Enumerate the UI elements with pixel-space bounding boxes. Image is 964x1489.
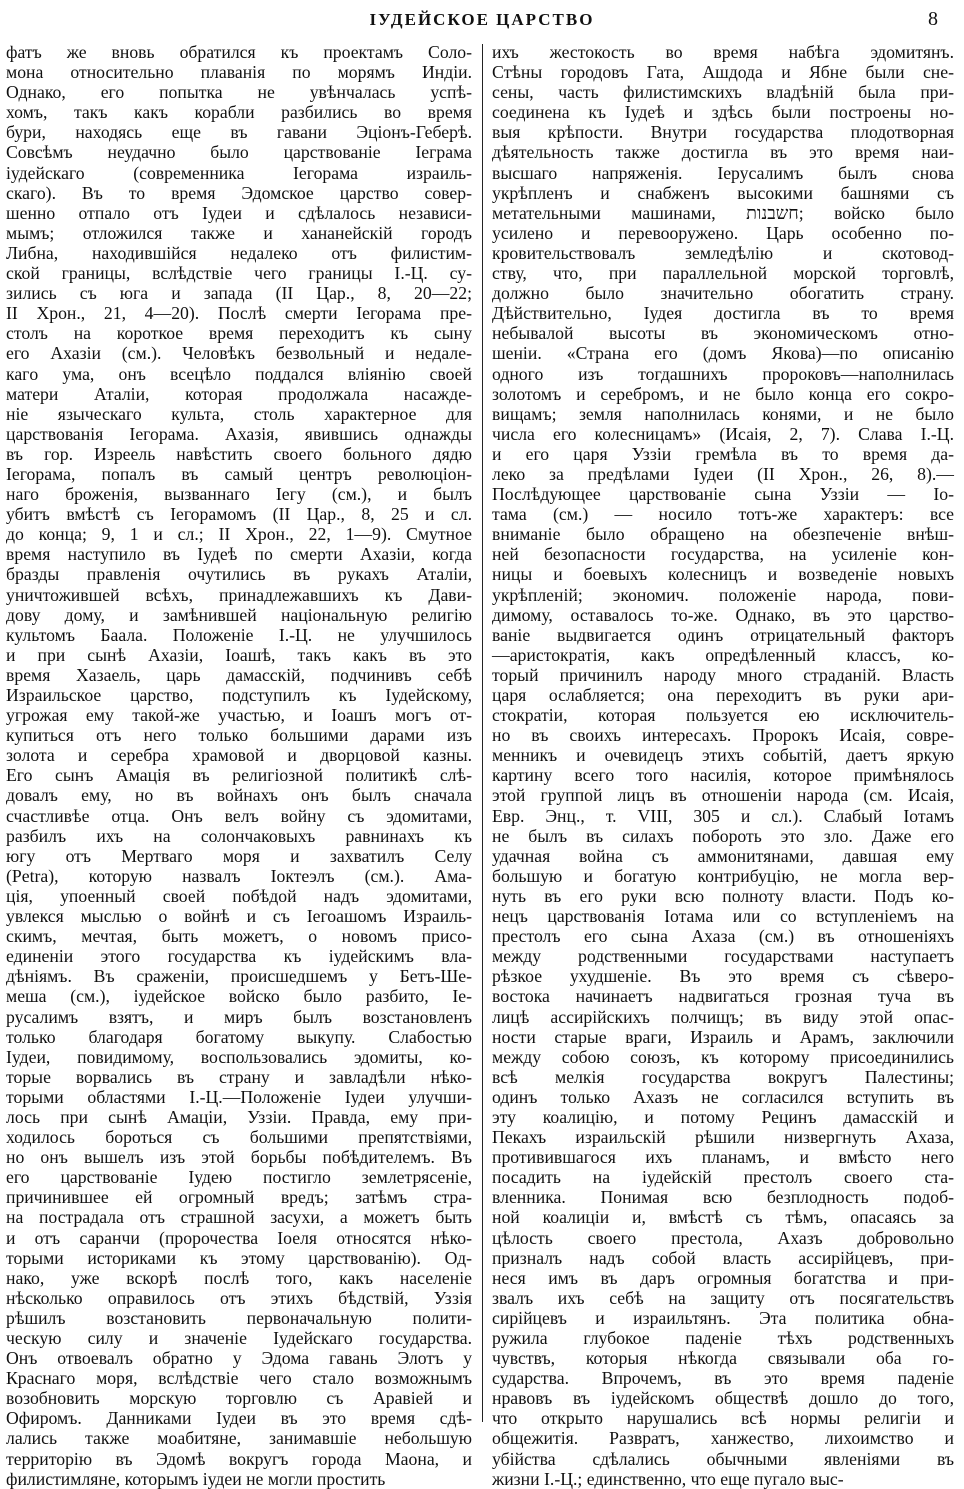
text-line: на пострадала отъ страшной засухи, а можетъ быть — [6, 1207, 472, 1228]
text-line: лались также моабитяне, занимавшіе небольшую — [6, 1428, 472, 1449]
text-line: вниманіе было обращено на обезпеченіе внѣш- — [492, 524, 954, 545]
text-line: царя ослабляется; она переходитъ въ руки ари- — [492, 685, 954, 705]
text-line: время наступило въ Іудеѣ по смерти Ахазіи, когда — [6, 544, 472, 565]
text-line: димому, оставалось то-же. Однако, въ это царство- — [492, 604, 954, 625]
text-line: удачная война съ аммонитянами, давшая ему — [492, 845, 954, 866]
text-line: убійства сдѣлались обычными явленіями въ — [492, 1448, 954, 1469]
text-line: ности старые враги, Израиль и Арамъ, заключили — [492, 1026, 954, 1047]
text-line: Израильское царство, подступилъ къ Іудейскому, — [6, 685, 472, 705]
text-line: купиться отъ него только большими дарами изъ — [6, 725, 472, 746]
text-line: общежитія. Развратъ, ханжество, лихоимство и — [492, 1428, 954, 1449]
text-line: нравовъ въ іудейскомъ обществѣ дошло до того, — [492, 1388, 954, 1409]
text-line: Офиромъ. Данниками Іудеи въ это время сдѣ- — [6, 1408, 472, 1429]
text-line: вищамъ; земля наполнилась конями, и не было — [492, 403, 954, 424]
text-line: ваніе выдвигается одинъ отрицательный факторъ — [492, 624, 954, 645]
text-line: высшаго напряженія. Іерусалимъ былъ снова — [492, 162, 954, 183]
text-line: сены, часть филистимскихъ владѣній была при- — [492, 82, 954, 103]
text-line: торые ворвались въ страну и завладѣли нѣко- — [6, 1066, 472, 1087]
text-line: между собою союзъ, къ которому присоединились — [492, 1046, 954, 1067]
text-line: уничтожившей всѣхъ, принадлежавшихъ къ Дави- — [6, 584, 472, 605]
text-line: рѣзкое ухудшеніе. Въ это время съ сѣверо- — [492, 966, 954, 987]
text-line: время Хазаель, царь дамасскій, подчинивъ себѣ — [6, 664, 472, 685]
text-line: цѣлость своего престола, Ахазъ добровольно — [492, 1227, 954, 1248]
text-line: Совсѣмъ неудачно было царствованіе Іеграма — [6, 142, 472, 163]
text-line: престолъ его сына Ахаза (см.) въ отношеніяхъ — [492, 926, 954, 947]
text-line: числа его колесницамъ» (Исаія, 2, 7). Слава І.-Ц. — [492, 423, 954, 444]
text-line: дѣятельность также достигла въ это время наи- — [492, 142, 954, 163]
text-line: нѣсколько оправилось отъ этихъ бѣдствій, Уззія — [6, 1287, 472, 1308]
text-line: Однако, его попытка не увѣнчалась успѣ- — [6, 82, 472, 103]
text-line: торыми историками къ этому царствованію). Од- — [6, 1247, 472, 1268]
text-line: чувствъ, которыя нѣкогда связывали оба го- — [492, 1348, 954, 1369]
text-line: мымъ; отложился также и хананейскій городъ — [6, 222, 472, 243]
text-line: эту коалицію, и потому Рецинъ дамасскій и — [492, 1106, 954, 1127]
text-line: ней безопасности государства, на усиленіе кон- — [492, 544, 954, 565]
text-line: большую и богатую контрибуцію, не могла вер- — [492, 865, 954, 886]
text-line: ходилось бороться съ большими препятствіями, — [6, 1127, 472, 1148]
text-line: шенно отпало отъ Іудеи и сдѣлалось независи- — [6, 202, 472, 223]
text-line: звалъ ихъ себѣ на защиту отъ посягательствъ — [492, 1287, 954, 1308]
text-line: Его сынъ Амація въ религіозной политикѣ слѣ- — [6, 765, 472, 786]
right-column — [492, 42, 954, 1489]
text-line: сударства. Впрочемъ, въ это время паденіе — [492, 1368, 954, 1389]
text-line: ницы и боевыхъ колесницъ и возведеніе новыхъ — [492, 564, 954, 585]
text-line: мона относительно плаванія по морямъ Индіи. — [6, 62, 472, 83]
page-header — [0, 8, 964, 32]
text-line: культомъ Баала. Положеніе І.-Ц. не улучшилось — [6, 624, 472, 645]
text-line: ихъ жестокость во время набѣга эдомитянъ. — [492, 42, 954, 62]
text-line: нуть въ его руки всю полноту власти. Подъ ко- — [492, 885, 954, 906]
text-line: небывалой высоты въ экономическомъ отно- — [492, 323, 954, 344]
text-line: не былъ въ силахъ побороть это зло. Даже его — [492, 825, 954, 846]
text-line: между родственными государствами наступаетъ — [492, 946, 954, 967]
text-line: лось при сынѣ Амаціи, Уззіи. Правда, ему при- — [6, 1106, 472, 1127]
text-line: скимъ, мечтая, быть можетъ, о новомъ присо- — [6, 926, 472, 947]
text-line: но онъ вышелъ изъ этой борьбы побѣдителемъ. Въ — [6, 1147, 472, 1168]
text-line: стократіи, которая пользуется ею исключитель- — [492, 705, 954, 726]
text-line: соединена къ Іудеѣ и здѣсь были построены но- — [492, 102, 954, 123]
text-line: филистимляне, которымъ іудеи не могли простить — [6, 1468, 386, 1489]
text-line: довалъ ему, но въ войнахъ онъ былъ сначала — [6, 785, 472, 806]
text-line: (Petra), которую назвалъ Іоктеэлъ (см.). Ама- — [6, 865, 472, 886]
text-line: востока начинаетъ надвигаться грозная туча въ — [492, 986, 954, 1007]
text-line: ція, упоенный своей побѣдой надъ эдомитами, — [6, 885, 472, 906]
text-line: ружила глубокое паденіе тѣхъ родственныхъ — [492, 1328, 954, 1348]
text-line: —аристократія, какъ опредѣленный классъ, ко- — [492, 644, 954, 665]
text-line: причинившее ей огромный вредъ; затѣмъ стра- — [6, 1187, 472, 1208]
text-line: кровительствовалъ земледѣлію и скотовод- — [492, 242, 954, 263]
text-line: скаго). Въ то время Эдомское царство совер- — [6, 182, 472, 203]
text-line: дѣніямъ. Въ сраженіи, происшедшемъ у Бетъ-Ше- — [6, 966, 472, 987]
text-line: Пекахъ израильскій рѣшили низвергнуть Ахаза, — [492, 1127, 954, 1148]
text-line: убитъ вмѣстѣ съ Іегорамомъ (II Цар., 8, 25 и сл. — [6, 504, 472, 525]
text-line: его Ахазіи (см.). Человѣкъ безвольный и недале- — [6, 343, 472, 364]
text-line: всѣ мелкія государства вокругъ Палестины; — [492, 1066, 954, 1087]
text-line: вленника. Понимая всю безплодность подоб- — [492, 1187, 954, 1208]
text-line: и отъ саранчи (пророчества Іоеля относятся нѣко- — [6, 1227, 472, 1248]
text-line: что открыто нарушались всѣ нормы религіи и — [492, 1408, 954, 1429]
text-line: золотомъ и серебромъ, и не было конца его сокро- — [492, 383, 954, 404]
text-line: разбилъ ихъ на солончаковыхъ равнинахъ къ — [6, 825, 472, 846]
text-line: нецъ царствованія Іотама или со вступленіемъ на — [492, 906, 954, 927]
text-line: меша (см.), іудейское войско было разбито, Іе- — [6, 986, 472, 1007]
text-line: торыми областями І.-Ц.—Положеніе Іудеи улучши- — [6, 1086, 472, 1107]
text-line: картину всего того насилія, которое примѣнялось — [492, 765, 954, 786]
text-line: территорію въ Эдомѣ вокругъ города Маона, и — [6, 1448, 472, 1469]
text-line: Іегорама, попалъ въ самый центръ революціон- — [6, 463, 472, 484]
text-line: одинъ только Ахазъ не согласился вступить въ — [492, 1086, 954, 1107]
text-line: до конца; 9, 1 и сл.; II Хрон., 22, 1—9). Смутное — [6, 524, 472, 545]
text-line: рѣшилъ возстановить первоначальную полити- — [6, 1307, 472, 1328]
text-line: Онъ отвоевалъ обратно у Эдома гавань Элотъ у — [6, 1348, 472, 1369]
text-line: фатъ же вновь обратился къ проектамъ Соло- — [6, 42, 472, 62]
text-line: выя крѣпости. Внутри государства плодотворная — [492, 122, 954, 143]
text-line: Послѣдующее царствованіе сына Уззіи — Іо- — [492, 484, 954, 505]
text-line: только благодаря богатому выкупу. Слабостью — [6, 1026, 472, 1047]
text-line: единеніи этого государства къ іудейскимъ вла- — [6, 946, 472, 967]
text-line: одного изъ тогдашнихъ пророковъ—наполнилась — [492, 363, 954, 384]
text-line: въ гор. Изреель навѣстить своего больного дядю — [6, 443, 472, 464]
text-line: золота и серебра храмовой и дворцовой казны. — [6, 745, 472, 766]
text-line: лицѣ ассирійскихъ полчищъ; въ виду этой опас- — [492, 1006, 954, 1027]
text-line: метательными машинами, חשבנות; войско было — [492, 202, 954, 223]
text-line: жизни І.-Ц.; единственно, что еще пугало выс- — [492, 1468, 844, 1489]
text-line: царствованія Іегорама. Ахазія, явившись однажды — [6, 423, 472, 444]
text-line: противившагося ихъ планамъ, и вмѣсто него — [492, 1147, 954, 1168]
text-line: призналъ надъ собой власть ассирійцевъ, при- — [492, 1247, 954, 1268]
text-line: хомъ, такъ какъ корабли разбились во время — [6, 102, 472, 123]
text-line: Краснаго моря, вслѣдствіе чего стало возможнымъ — [6, 1368, 472, 1389]
text-line: счастливѣе отца. Онъ велъ войну съ эдомитами, — [6, 805, 472, 826]
text-line: Стѣны городовъ Гата, Ашдода и Ябне были сне- — [492, 62, 954, 83]
text-line: должно было значительно обогатить страну. — [492, 283, 954, 304]
text-line: кагo ума, онъ всецѣло поддался вліянію своей — [6, 363, 472, 384]
column-divider — [482, 44, 483, 1422]
text-line: бури, находясь еще въ гавани Эціонъ-Геберѣ. — [6, 122, 472, 143]
text-line: ческую силу и значеніе Іудейскаго государства. — [6, 1328, 472, 1348]
text-line: усилено и перевооружено. Царь особенно по- — [492, 222, 954, 243]
text-line: столъ на короткое время переходитъ къ сыну — [6, 323, 472, 344]
text-line: зились съ юга и запада (II Цар., 8, 20—22; — [6, 283, 472, 304]
page-number: 8 — [928, 8, 938, 30]
text-line: ніе языческаго культа, столь характерное для — [6, 403, 472, 424]
text-line: югу отъ Мертваго моря и захватилъ Селу — [6, 845, 472, 866]
text-line: тама (см.) — носило тотъ-же характеръ: все — [492, 504, 954, 525]
text-line: ской границы, вслѣдствіе чего границы І.-Ц. су- — [6, 263, 472, 284]
text-line: менникъ и очевидецъ этихъ событій, даетъ яркую — [492, 745, 954, 766]
text-line: но въ своихъ интересахъ. Пророкъ Исаія, совре- — [492, 725, 954, 746]
text-line: посадить на іудейскій престолъ своего ста- — [492, 1167, 954, 1188]
text-line: ству, что, при параллельной морской торговлѣ, — [492, 263, 954, 284]
running-head: ІУДЕЙСКОЕ ЦАРСТВО — [369, 10, 595, 29]
text-line: торый причинилъ народу много страданій. Власть — [492, 664, 954, 685]
text-line: укрѣпленій; экономич. положеніе народа, пови- — [492, 584, 954, 605]
text-line: возобновить морскую торговлю съ Аравіей и — [6, 1388, 472, 1409]
text-line: его царствованіе Іудею постигло землетрясеніе, — [6, 1167, 472, 1188]
text-line: угрожая ему такой-же участью, и Іоашъ могъ от- — [6, 705, 472, 726]
text-line: дову дому, и замѣнившей національную религію — [6, 604, 472, 625]
text-line: Либна, находившійся недалеко отъ филистим- — [6, 242, 472, 263]
text-line: неся имъ въ даръ огромныя богатства и при- — [492, 1267, 954, 1288]
text-line: леко за предѣлами Іудеи (II Хрон., 26, 8).— — [492, 463, 954, 484]
text-line: II Хрон., 21, 4—20). Послѣ смерти Іегорама пре- — [6, 303, 472, 324]
text-line: и при сынѣ Ахазіи, Іоашѣ, такъ какъ въ это — [6, 644, 472, 665]
text-line: бразды правленія очутились въ рукахъ Аталіи, — [6, 564, 472, 585]
text-line: наго броженія, вызваннаго Іегу (см.), и былъ — [6, 484, 472, 505]
text-line: Дѣйствительно, Іудея достигла въ то время — [492, 303, 954, 324]
text-line: русалимъ взятъ, и миръ былъ возстановленъ — [6, 1006, 472, 1027]
text-line: сирійцевъ и израильтянъ. Эта политика обна- — [492, 1307, 954, 1328]
text-line: и его царя Уззіи гремѣла въ то время да- — [492, 443, 954, 464]
text-line: матери Аталіи, которая продолжала насажде- — [6, 383, 472, 404]
left-column — [6, 42, 472, 1489]
text-line: этой группой лицъ въ отношеніи народа (см. Исаія, — [492, 785, 954, 806]
text-line: укрѣпленъ и снабженъ высокими башнями съ — [492, 182, 954, 203]
text-line: іудейскаго (современника Іегорама израиль- — [6, 162, 472, 183]
text-line: увлекся мыслью о войнѣ и съ Іегоашомъ Израиль- — [6, 906, 472, 927]
text-line: Іудеи, повидимому, воспользовались эдомиты, ко- — [6, 1046, 472, 1067]
text-line: нако, уже вскорѣ послѣ того, какъ населеніе — [6, 1267, 472, 1288]
text-line: шеніи. «Страна его (домъ Якова)—по описанію — [492, 343, 954, 364]
text-line: Евр. Энц., т. VIII, 305 и сл.). Слабый Іотамъ — [492, 805, 954, 826]
text-line: ной коалиціи и, вмѣстѣ съ тѣмъ, опасаясь за — [492, 1207, 954, 1228]
